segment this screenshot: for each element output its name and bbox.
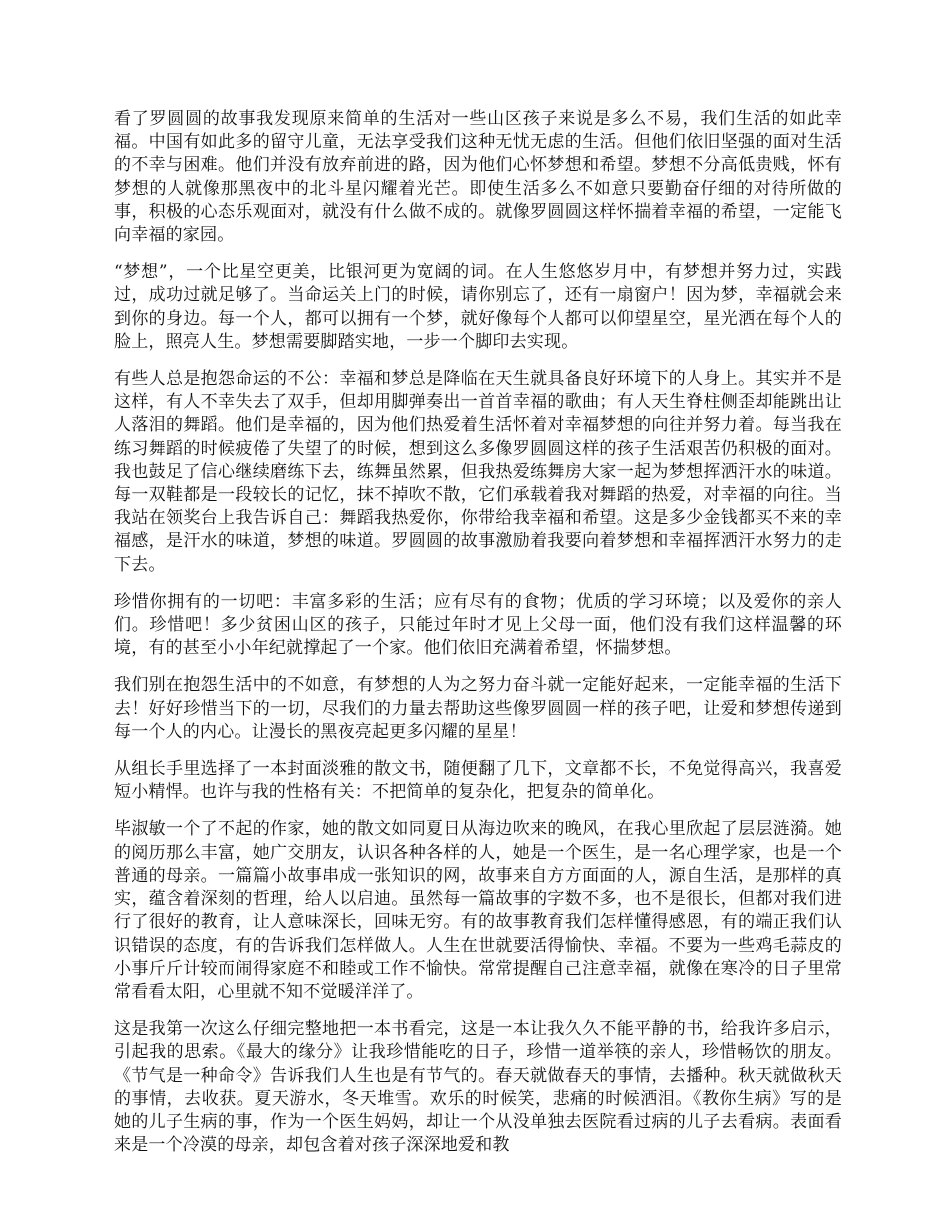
paragraph-8: 这是我第一次这么仔细完整地把一本书看完，这是一本让我久久不能平静的书，给我许多启示，引起我的思索。《最大的缘分》让我珍惜能吃的日子，珍惜一道举筷的亲人，珍惜畅饮的朋友。《节气是一种命令》告诉我们人生也是有节气的。春天就做春天的事情，去播种。秋天就做秋天的事情，去收获。夏天游水，冬天堆雪。欢乐的时候笑，悲痛的时候洒泪。《教你生病》写的是她的儿子生病的事，作为一个医生妈妈，却让一个从没单独去医院看过病的儿子去看病。表面看来是一个冷漠的母亲，却包含着对孩子深深地爱和教 [114,1019,842,1156]
paragraph-4: 珍惜你拥有的一切吧：丰富多彩的生活；应有尽有的食物；优质的学习环境；以及爱你的亲人们。珍惜吧！多少贫困山区的孩子，只能过年时才见上父母一面，他们没有我们这样温馨的环境，有的甚至小小年纪就撑起了一个家。他们依旧充满着希望，怀揣梦想。 [114,591,842,659]
paragraph-1: 看了罗圆圆的故事我发现原来简单的生活对一些山区孩子来说是多么不易，我们生活的如此幸福。中国有如此多的留守儿童，无法享受我们这种无忧无虑的生活。但他们依旧坚强的面对生活的不幸与困难。他们并没有放弃前进的路，因为他们心怀梦想和希望。梦想不分高低贵贱，怀有梦想的人就像那黑夜中的北斗星闪耀着光芒。即使生活多么不如意只要勤奋仔细的对待所做的事，积极的心态乐观面对，就没有什么做不成的。就像罗圆圆这样怀揣着幸福的希望，一定能飞向幸福的家园。 [114,109,842,246]
document-body [114,108,842,1171]
paragraph-2: “梦想”，一个比星空更美，比银河更为宽阔的词。在人生悠悠岁月中，有梦想并努力过，实践过，成功过就足够了。当命运关上门的时候，请你别忘了，还有一扇窗户！因为梦，幸福就会来到你的身边。每一个人，都可以拥有一个梦，就好像每个人都可以仰望星空，星光洒在每个人的脸上，照亮人生。梦想需要脚踏实地，一步一个脚印去实现。 [114,262,842,352]
paragraph-5: 我们别在抱怨生活中的不如意，有梦想的人为之努力奋斗就一定能好起来，一定能幸福的生活下去！好好珍惜当下的一切，尽我们的力量去帮助这些像罗圆圆一样的孩子吧，让爱和梦想传递到每一个人的内心。让漫长的黑夜亮起更多闪耀的星星！ [114,675,842,742]
paragraph-6: 从组长手里选择了一本封面淡雅的散文书，随便翻了几下，文章都不长，不免觉得高兴，我喜爱短小精悍。也许与我的性格有关：不把简单的复杂化，把复杂的简单化。 [114,759,842,803]
paragraph-3: 有些人总是抱怨命运的不公：幸福和梦总是降临在天生就具备良好环境下的人身上。其实并不是这样，有人不幸失去了双手，但却用脚弹奏出一首首幸福的歌曲；有人天生脊柱侧歪却能跳出让人落泪的舞蹈。他们是幸福的，因为他们热爱着生活怀着对幸福梦想的向往并努力着。每当我在练习舞蹈的时候疲倦了失望了的时候，想到这么多像罗圆圆这样的孩子生活艰苦仍积极的面对。我也鼓足了信心继续磨练下去，练舞虽然累，但我热爱练舞房大家一起为梦想挥洒汗水的味道。每一双鞋都是一段较长的记忆，抹不掉吹不散，它们承载着我对舞蹈的热爱，对幸福的向往。当我站在领奖台上我告诉自己：舞蹈我热爱你，你带给我幸福和希望。这是多少金钱都买不来的幸福感，是汗水的味道，梦想的味道。罗圆圆的故事激励着我要向着梦想和幸福挥洒汗水努力的走下去。 [114,369,842,575]
paragraph-7: 毕淑敏一个了不起的作家，她的散文如同夏日从海边吹来的晚风，在我心里欣起了层层涟漪。她的阅历那么丰富，她广交朋友，认识各种各样的人，她是一个医生，是一名心理学家，也是一个普通的母亲。一篇篇小故事串成一张知识的网，故事来自方方面面的人，源自生活，是那样的真实，蕴含着深刻的哲理，给人以启迪。虽然每一篇故事的字数不多，也不是很长，但都对我们进行了很好的教育，让人意味深长，回味无穷。有的故事教育我们怎样懂得感恩，有的端正我们认识错误的态度，有的告诉我们怎样做人。人生在世就要活得愉快、幸福。不要为一些鸡毛蒜皮的小事斤斤计较而闹得家庭不和睦或工作不愉快。常常提醒自己注意幸福，就像在寒冷的日子里常常看看太阳，心里就不知不觉暖洋洋了。 [114,819,842,1002]
